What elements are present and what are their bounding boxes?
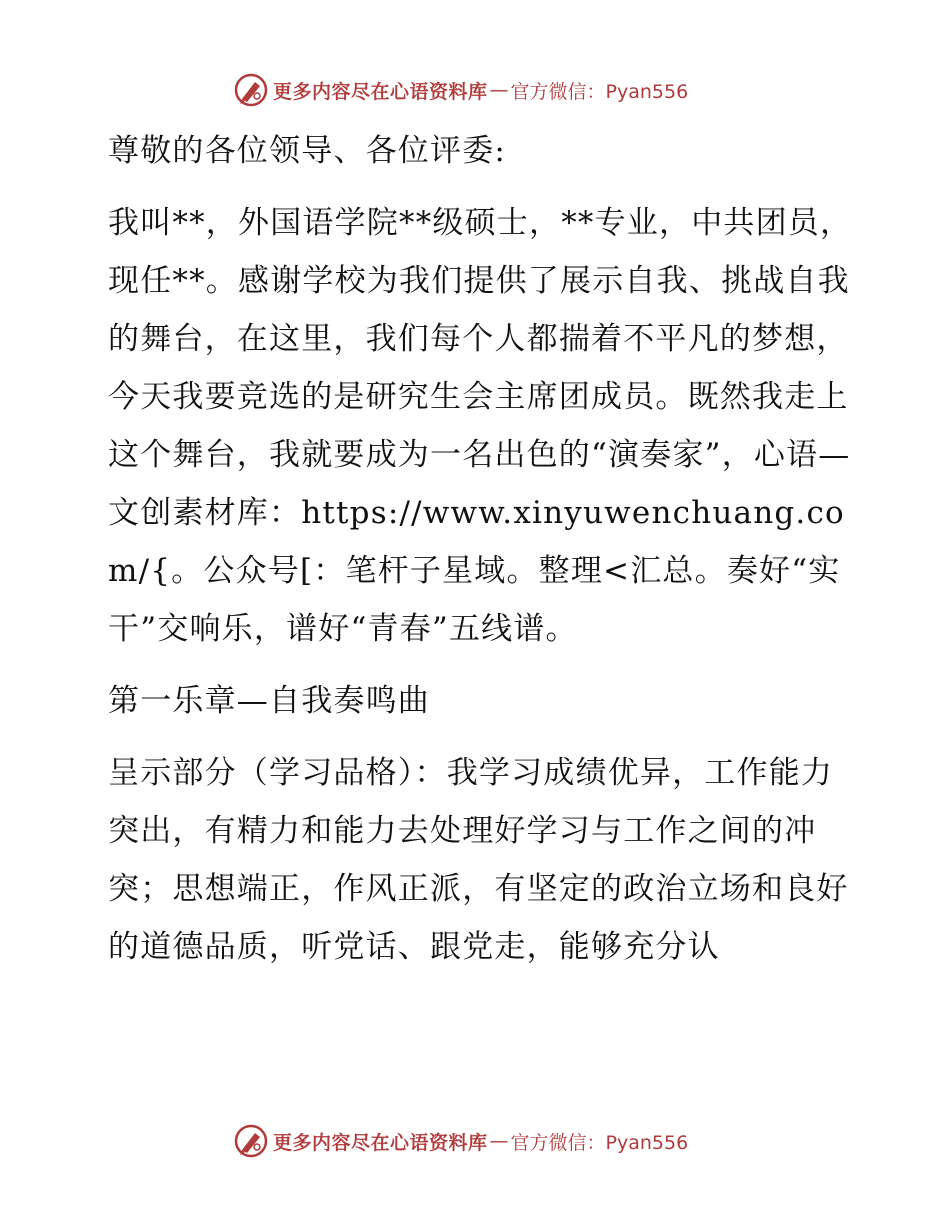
watermark-wechat: 官方微信：Pyan556: [510, 80, 689, 103]
footer-watermark: [233, 1121, 753, 1161]
chapter-title: 第一乐章—自我奏鸣曲: [108, 683, 430, 719]
intro-paragraph: 我叫**，外国语学院**级硕士，**专业，中共团员，现任**。感谢学校为我们提供了展示自我、挑战自我的舞台，在这里，我们每个人都揣着不平凡的梦想，今天我要竞选的是研究生会主席团成员。既然我走上这个舞台，我就要成为一名出色的“演奏家”，心语—文创素材库：https://www.xinyuwenchuang.com/{。公众号[：笔杆子星域。整理<汇总。奏好“实干”交响乐，谱好“青春”五线谱。: [108, 205, 853, 647]
document-body: [98, 122, 858, 976]
watermark-wechat: 官方微信：Pyan556: [510, 1131, 689, 1154]
watermark-separator: —: [489, 79, 509, 101]
pen-logo-icon: [233, 1123, 269, 1159]
watermark-separator: —: [489, 1130, 509, 1152]
salutation: 尊敬的各位领导、各位评委:: [108, 133, 507, 169]
pen-logo-icon: [233, 72, 269, 108]
watermark-text: 更多内容尽在心语资料库: [273, 80, 488, 103]
watermark-text: 更多内容尽在心语资料库: [273, 1131, 488, 1154]
section-paragraph: 呈示部分（学习品格）：我学习成绩优异，工作能力突出，有精力和能力去处理好学习与工作之间的冲突；思想端正，作风正派，有坚定的政治立场和良好的道德品质，听党话、跟党走，能够充分认: [108, 755, 849, 965]
header-watermark: [233, 70, 753, 110]
